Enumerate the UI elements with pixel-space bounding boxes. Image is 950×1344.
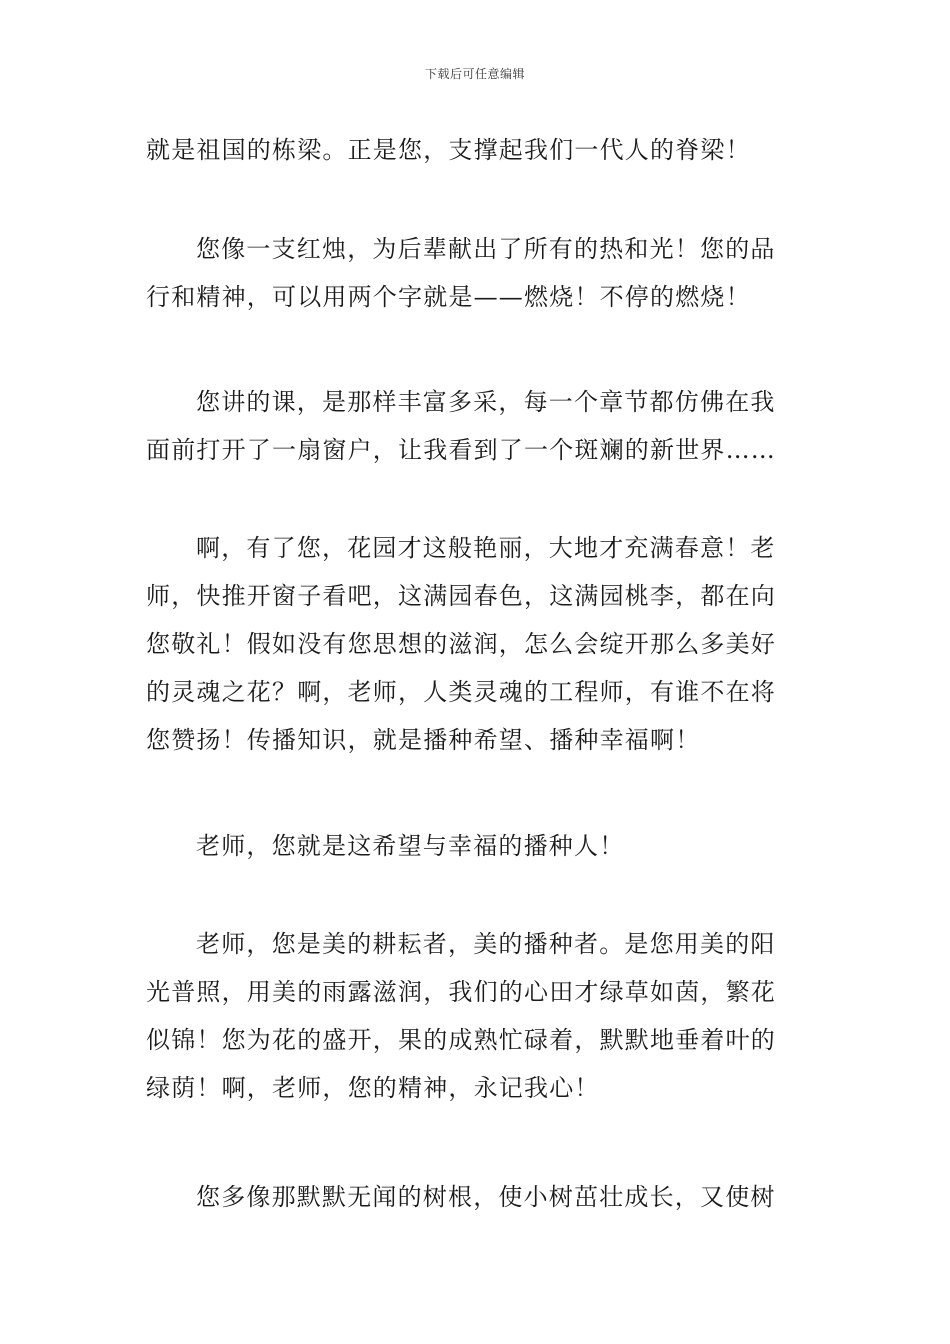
paragraph-line: 您敬礼！假如没有您思想的滋润，怎么会绽开那么多美好 <box>146 630 776 658</box>
paragraph-line: 老师，您是美的耕耘者，美的播种者。是您用美的阳 <box>196 930 776 958</box>
paragraph-line: 您多像那默默无闻的树根，使小树茁壮成长，又使树 <box>196 1183 776 1211</box>
paragraph-line: 就是祖国的栋梁。正是您，支撑起我们一代人的脊梁！ <box>146 136 751 164</box>
paragraph-line: 师，快推开窗子看吧，这满园春色，这满园桃李，都在向 <box>146 582 776 610</box>
paragraph-3 <box>146 378 810 474</box>
paragraph-line: 光普照，用美的雨露滋润，我们的心田才绿草如茵，繁花 <box>146 978 776 1006</box>
paragraph-line: 似锦！您为花的盛开，果的成熟忙碌着，默默地垂着叶的 <box>146 1026 776 1054</box>
paragraph-5 <box>146 822 810 870</box>
paragraph-1 <box>146 126 810 174</box>
paragraph-line: 绿荫！啊，老师，您的精神，永记我心！ <box>146 1074 600 1102</box>
paragraph-7 <box>146 1173 810 1221</box>
paragraph-line: 面前打开了一扇窗户，让我看到了一个斑斓的新世界…… <box>146 436 776 464</box>
paragraph-2 <box>146 225 810 321</box>
paragraph-6 <box>146 920 810 1112</box>
paragraph-line: 行和精神，可以用两个字就是——燃烧！不停的燃烧！ <box>146 283 751 311</box>
paragraph-line: 的灵魂之花？啊，老师，人类灵魂的工程师，有谁不在将 <box>146 678 776 706</box>
paragraph-line: 老师，您就是这希望与幸福的播种人！ <box>196 832 625 860</box>
paragraph-4 <box>146 524 810 764</box>
paragraph-line: 您赞扬！传播知识，就是播种希望、播种幸福啊！ <box>146 726 701 754</box>
paragraph-line: 您像一支红烛，为后辈献出了所有的热和光！您的品 <box>196 235 776 263</box>
page-header: 下载后可任意编辑 <box>424 67 525 81</box>
paragraph-line: 您讲的课，是那样丰富多采，每一个章节都仿佛在我 <box>196 388 776 416</box>
paragraph-line: 啊，有了您，花园才这般艳丽，大地才充满春意！老 <box>196 534 776 562</box>
